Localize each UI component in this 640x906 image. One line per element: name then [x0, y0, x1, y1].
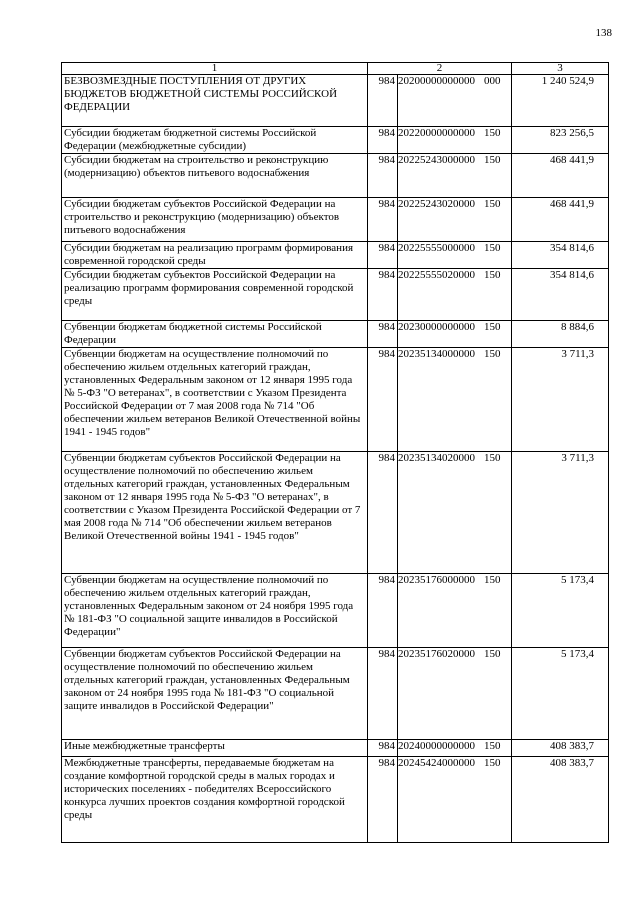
row-code-suffix: 150 — [484, 648, 501, 660]
row-amount: 5 173,4 — [512, 574, 609, 648]
row-code-number: 20225555000000 — [398, 242, 475, 254]
row-code-suffix: 150 — [484, 757, 501, 769]
row-code-number: 20230000000000 — [398, 321, 475, 333]
row-classification-code — [398, 198, 512, 242]
row-classification-code — [398, 574, 512, 648]
row-name: Субсидии бюджетам на реализацию программ формирования современной городской среды — [62, 242, 368, 269]
header-col-3: 3 — [512, 63, 609, 75]
row-admin-code: 984 — [368, 648, 398, 740]
row-admin-code: 984 — [368, 269, 398, 321]
row-code-suffix: 150 — [484, 198, 501, 210]
row-code-suffix: 000 — [484, 75, 501, 87]
row-classification-code — [398, 154, 512, 198]
row-code-number: 20225555020000 — [398, 269, 475, 281]
row-amount: 408 383,7 — [512, 740, 609, 757]
row-admin-code: 984 — [368, 154, 398, 198]
row-amount: 5 173,4 — [512, 648, 609, 740]
row-classification-code — [398, 127, 512, 154]
row-classification-code — [398, 269, 512, 321]
row-amount: 354 814,6 — [512, 242, 609, 269]
row-code-suffix: 150 — [484, 127, 501, 139]
row-code-number: 20245424000000 — [398, 757, 475, 769]
row-admin-code: 984 — [368, 321, 398, 348]
row-name: Межбюджетные трансферты, передаваемые бюджетам на создание комфортной городской среды в малых городах и исторических поселениях - победителях Всероссийского конкурса лучших проектов создания комфортной городской среды — [62, 757, 368, 843]
row-admin-code: 984 — [368, 740, 398, 757]
row-code-number: 20235134020000 — [398, 452, 475, 464]
row-classification-code — [398, 321, 512, 348]
row-code-number: 20225243020000 — [398, 198, 475, 210]
row-name: Иные межбюджетные трансферты — [62, 740, 368, 757]
row-code-number: 20235176020000 — [398, 648, 475, 660]
row-code-suffix: 150 — [484, 740, 501, 752]
row-classification-code — [398, 242, 512, 269]
table-row — [62, 348, 609, 452]
row-code-number: 20235134000000 — [398, 348, 475, 360]
row-amount: 354 814,6 — [512, 269, 609, 321]
row-code-suffix: 150 — [484, 269, 501, 281]
row-name: Субвенции бюджетам субъектов Российской Федерации на осуществление полномочий по обеспечению жильем отдельных категорий граждан, установленных Федеральным законом от 24 ноября 1995 года № 181-ФЗ "О социальной защите инвалидов в Российской Федерации" — [62, 648, 368, 740]
row-code-suffix: 150 — [484, 242, 501, 254]
table-row — [62, 75, 609, 127]
table-row — [62, 757, 609, 843]
row-admin-code: 984 — [368, 127, 398, 154]
row-classification-code — [398, 757, 512, 843]
row-code-suffix: 150 — [484, 452, 501, 464]
table-row — [62, 321, 609, 348]
table-row — [62, 648, 609, 740]
table-row — [62, 574, 609, 648]
row-admin-code: 984 — [368, 75, 398, 127]
row-amount: 8 884,6 — [512, 321, 609, 348]
header-col-1: 1 — [62, 63, 368, 75]
row-classification-code — [398, 452, 512, 574]
row-code-number: 20200000000000 — [398, 75, 475, 87]
table-header-row — [62, 63, 609, 75]
row-code-number: 20240000000000 — [398, 740, 475, 752]
row-name: БЕЗВОЗМЕЗДНЫЕ ПОСТУПЛЕНИЯ ОТ ДРУГИХ БЮДЖЕТОВ БЮДЖЕТНОЙ СИСТЕМЫ РОССИЙСКОЙ ФЕДЕРАЦИИ — [62, 75, 368, 127]
page-number: 138 — [595, 27, 612, 39]
row-code-suffix: 150 — [484, 574, 501, 586]
row-code-number: 20220000000000 — [398, 127, 475, 139]
row-amount: 3 711,3 — [512, 452, 609, 574]
table-row — [62, 452, 609, 574]
row-code-number: 20235176000000 — [398, 574, 475, 586]
table-row — [62, 242, 609, 269]
row-amount: 1 240 524,9 — [512, 75, 609, 127]
table-row — [62, 269, 609, 321]
row-name: Субсидии бюджетам субъектов Российской Федерации на реализацию программ формирования современной городской среды — [62, 269, 368, 321]
row-admin-code: 984 — [368, 452, 398, 574]
table-row — [62, 127, 609, 154]
row-code-suffix: 150 — [484, 154, 501, 166]
row-classification-code — [398, 740, 512, 757]
row-code-suffix: 150 — [484, 321, 501, 333]
row-classification-code — [398, 648, 512, 740]
budget-table — [61, 62, 609, 843]
table-row — [62, 740, 609, 757]
row-classification-code — [398, 75, 512, 127]
row-name: Субвенции бюджетам на осуществление полномочий по обеспечению жильем отдельных категорий граждан, установленных Федеральным законом от 12 января 1995 года № 5-ФЗ "О ветеранах", в соответствии с Указом Президента Российской Федерации от 7 мая 2008 года № 714 "Об обеспечении жильем ветеранов Великой Отечественной войны 1941 - 1945 годов" — [62, 348, 368, 452]
table-row — [62, 154, 609, 198]
row-amount: 3 711,3 — [512, 348, 609, 452]
table-row — [62, 198, 609, 242]
row-admin-code: 984 — [368, 242, 398, 269]
row-admin-code: 984 — [368, 348, 398, 452]
row-name: Субсидии бюджетам субъектов Российской Федерации на строительство и реконструкцию (модернизацию) объектов питьевого водоснабжения — [62, 198, 368, 242]
row-code-number: 20225243000000 — [398, 154, 475, 166]
row-admin-code: 984 — [368, 574, 398, 648]
row-name: Субсидии бюджетам бюджетной системы Российской Федерации (межбюджетные субсидии) — [62, 127, 368, 154]
row-name: Субвенции бюджетам на осуществление полномочий по обеспечению жильем отдельных категорий граждан, установленных Федеральным законом от 24 ноября 1995 года № 181-ФЗ "О социальной защите инвалидов в Российской Федерации" — [62, 574, 368, 648]
row-name: Субсидии бюджетам на строительство и реконструкцию (модернизацию) объектов питьевого водоснабжения — [62, 154, 368, 198]
row-amount: 408 383,7 — [512, 757, 609, 843]
row-admin-code: 984 — [368, 757, 398, 843]
row-name: Субвенции бюджетам бюджетной системы Российской Федерации — [62, 321, 368, 348]
row-amount: 823 256,5 — [512, 127, 609, 154]
row-amount: 468 441,9 — [512, 198, 609, 242]
row-amount: 468 441,9 — [512, 154, 609, 198]
row-code-suffix: 150 — [484, 348, 501, 360]
header-col-2: 2 — [368, 63, 512, 75]
row-name: Субвенции бюджетам субъектов Российской Федерации на осуществление полномочий по обеспечению жильем отдельных категорий граждан, установленных Федеральным законом от 12 января 1995 года № 5-ФЗ "О ветеранах", в соответствии с Указом Президента Российской Федерации от 7 мая 2008 года № 714 "Об обеспечении жильем ветеранов Великой Отечественной войны 1941 - 1945 годов" — [62, 452, 368, 574]
row-classification-code — [398, 348, 512, 452]
row-admin-code: 984 — [368, 198, 398, 242]
